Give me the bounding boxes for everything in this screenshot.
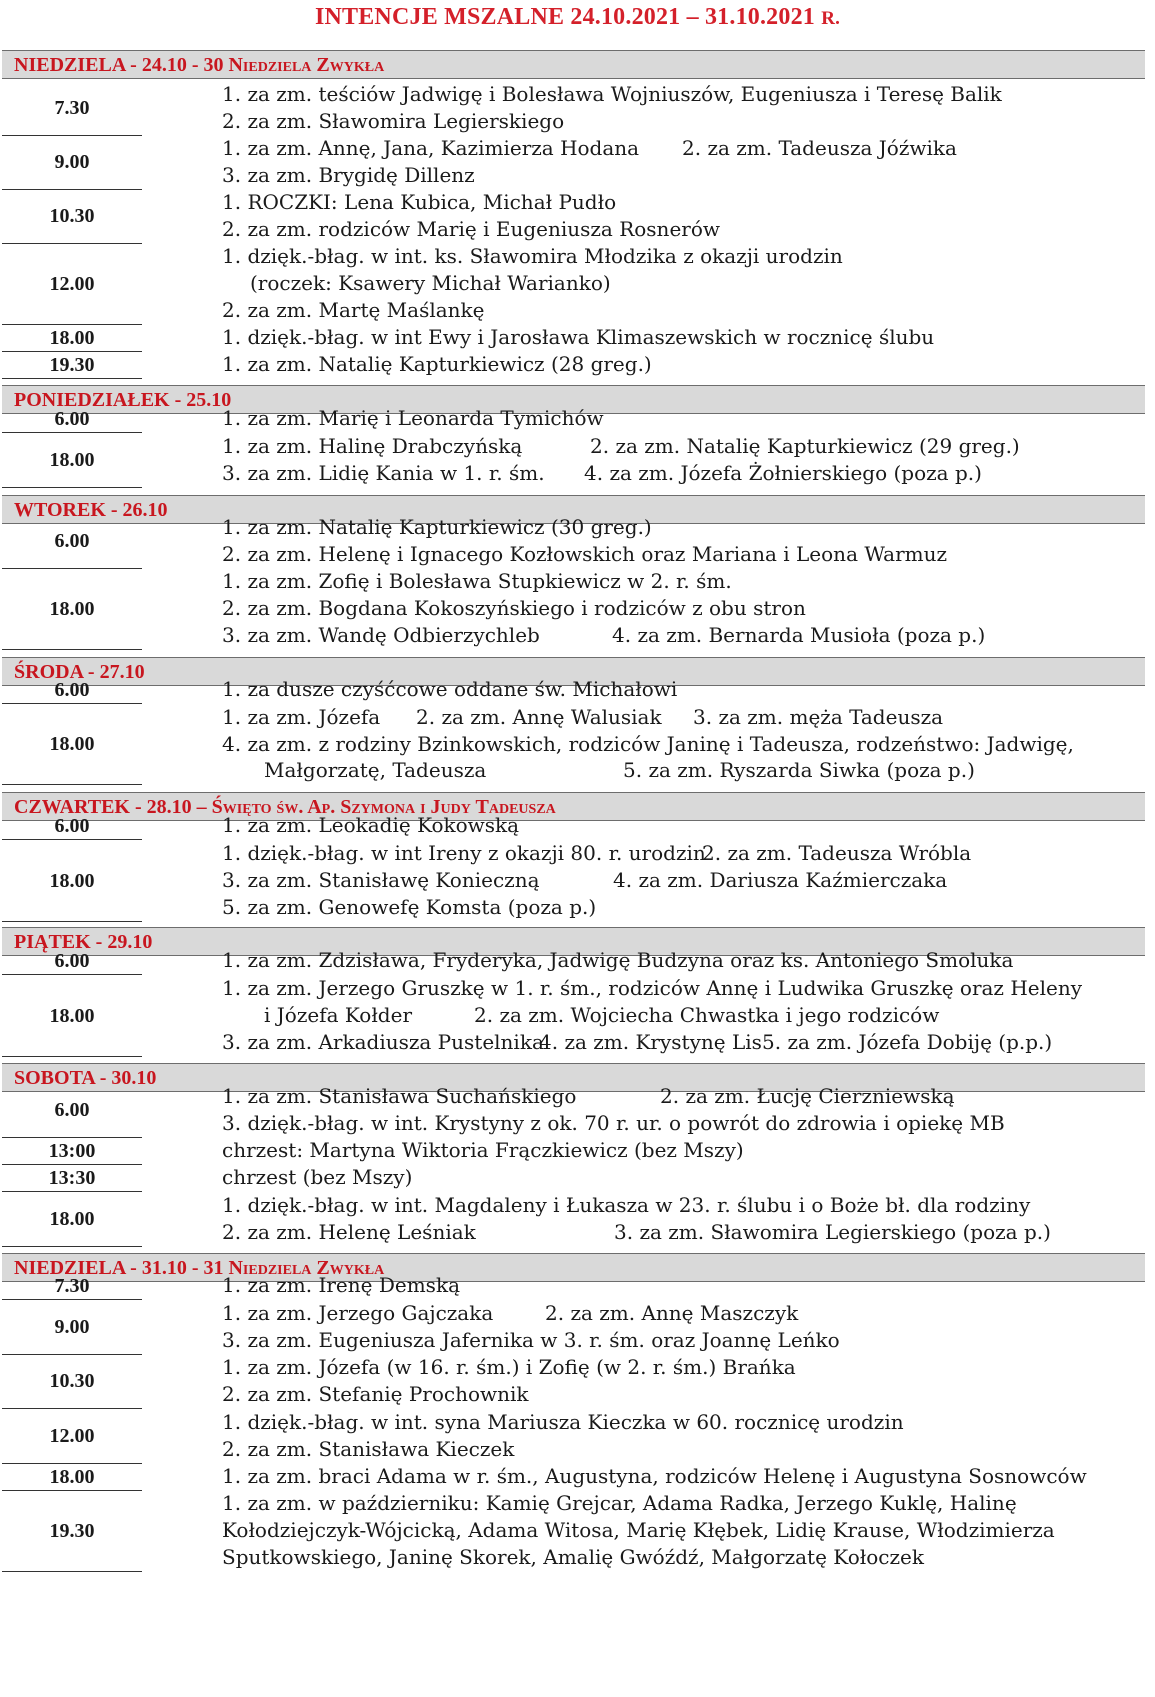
intention-text: 1. za zm. Natalię Kapturkiewicz (28 greg.): [222, 352, 652, 376]
mass-time: 6.00: [54, 814, 90, 837]
intention-text: 1. dzięk.-błag. w int Ireny z okazji 80. r. urodzin: [222, 841, 706, 865]
intention-text: 3. za zm. Wandę Odbierzychleb: [222, 623, 540, 647]
intention-text: 1. dzięk.-błag. w int. syna Mariusza Kieczka w 60. rocznicę urodzin: [222, 1410, 904, 1434]
mass-divider: [2, 135, 142, 136]
mass-time: 19.30: [49, 1519, 95, 1542]
day-title: [14, 499, 168, 522]
mass-time: 12.00: [49, 272, 95, 295]
mass-time: 18.00: [49, 733, 95, 755]
intention-text: 5. za zm. Ryszarda Siwka (poza p.): [623, 758, 975, 782]
mass-divider: [2, 1299, 142, 1300]
day-title-main: NIEDZIELA - 31.10 -: [14, 1257, 204, 1279]
intention-text: 1. za zm. Halinę Drabczyńską: [222, 434, 523, 458]
day-title: [14, 1067, 156, 1090]
title-suffix: R.: [821, 8, 841, 29]
day-title-feast: 31 Niedziela Zwykła: [203, 1257, 385, 1279]
mass-time: 12.00: [49, 1425, 95, 1447]
mass-divider: [2, 432, 142, 433]
intention-text: 2. za zm. Tadeusza Jóźwika: [682, 136, 957, 160]
intention-text: 2. za zm. Sławomira Legierskiego: [222, 109, 565, 133]
page-title: [0, 4, 1155, 31]
mass-time: 7.30: [54, 97, 90, 119]
intention-text: 2. za zm. Helenę i Ignacego Kozłowskich oraz Mariana i Leona Warmuz: [222, 542, 948, 566]
intention-text: 1. za zm. Józefa (w 16. r. śm.) i Zofię (w 2. r. śm.) Brańka: [222, 1355, 796, 1379]
mass-divider: [2, 1191, 142, 1192]
mass-time: 9.00: [54, 151, 90, 173]
day-title-main: SOBOTA - 30.10: [14, 1067, 157, 1089]
intention-text: 1. za zm. Leokadię Kokowską: [222, 813, 520, 837]
intention-text: 3. za zm. męża Tadeusza: [693, 705, 944, 729]
intention-text: 1. za zm. Annę, Jana, Kazimierza Hodana: [222, 136, 640, 160]
day-title-main: CZWARTEK - 28.10 –: [14, 796, 212, 818]
mass-time: 18.00: [49, 1208, 95, 1230]
mass-divider: [2, 1164, 142, 1165]
intention-text: Kołodziejczyk-Wójcicką, Adama Witosa, Marię Kłębek, Lidię Krause, Włodzimierza: [222, 1518, 1055, 1542]
intention-text: 1. za dusze czyśćcowe oddane św. Michałowi: [222, 677, 678, 701]
intention-text: 5. za zm. Józefa Dobiję (p.p.): [762, 1030, 1053, 1054]
intention-text: 1. za zm. Józefa: [222, 705, 381, 729]
mass-divider: [2, 974, 142, 975]
mass-time: 6.00: [54, 407, 90, 430]
mass-time: 10.30: [49, 1370, 95, 1392]
mass-time: 18.00: [49, 1465, 95, 1488]
intention-text: 2. za zm. Stanisława Kieczek: [222, 1437, 515, 1461]
day-header: [2, 792, 1145, 821]
mass-divider: [2, 1463, 142, 1464]
mass-divider: [2, 1571, 142, 1572]
mass-divider: [2, 1246, 142, 1247]
day-title-main: PIĄTEK - 29.10: [14, 931, 153, 953]
intention-text: 1. dzięk.-błag. w int Ewy i Jarosława Klimaszewskich w rocznicę ślubu: [222, 325, 935, 349]
intention-text: 1. za zm. Jerzego Gruszkę w 1. r. śm., rodziców Annę i Ludwika Gruszkę oraz Heleny: [222, 976, 1083, 1000]
mass-time: 19.30: [49, 353, 95, 376]
intention-text: 3. za zm. Eugeniusza Jafernika w 3. r. śm. oraz Joannę Leńko: [222, 1328, 840, 1352]
day-title-main: ŚRODA - 27.10: [14, 661, 145, 683]
mass-divider: [2, 1354, 142, 1355]
day-title-feast: 30 Niedziela Zwykła: [203, 54, 385, 76]
intention-text: 3. za zm. Arkadiusza Pustelnika: [222, 1030, 544, 1054]
mass-divider: [2, 921, 142, 922]
intention-text: 1. dzięk.-błag. w int. Magdaleny i Łukasza w 23. r. ślubu i o Boże bł. dla rodziny: [222, 1193, 1031, 1217]
intention-text: 4. za zm. Krystynę Lis: [539, 1030, 762, 1054]
mass-time: 10.30: [49, 205, 95, 227]
intention-text: 1. za zm. braci Adama w r. śm., Augustyna, rodziców Helenę i Augustyna Sosnowców: [222, 1464, 1087, 1488]
intention-text: 1. za zm. Zdzisława, Fryderyka, Jadwigę Budzyna oraz ks. Antoniego Smoluka: [222, 948, 1014, 972]
mass-divider: [2, 1137, 142, 1138]
day-header: [2, 50, 1145, 79]
mass-time: 13:00: [48, 1139, 96, 1162]
mass-divider: [2, 189, 142, 190]
intention-text: 4. za zm. Józefa Żołnierskiego (poza p.): [584, 461, 982, 485]
mass-divider: [2, 839, 142, 840]
intention-text: 1. za zm. Natalię Kapturkiewicz (30 greg.): [222, 515, 652, 539]
intention-text: i Józefa Kołder: [264, 1003, 412, 1027]
intention-text: 5. za zm. Genowefę Komsta (poza p.): [222, 895, 597, 919]
intention-text: chrzest (bez Mszy): [222, 1165, 413, 1189]
intention-text: Małgorzatę, Tadeusza: [264, 758, 487, 782]
mass-divider: [2, 784, 142, 785]
day-title: [14, 54, 384, 77]
intention-text: 3. za zm. Sławomira Legierskiego (poza p.): [614, 1220, 1051, 1244]
day-title-feast: Święto św. Ap. Szymona i Judy Tadeusza: [211, 796, 556, 818]
mass-divider: [2, 649, 142, 650]
mass-divider: [2, 378, 142, 379]
mass-divider: [2, 487, 142, 488]
intention-text: 1. za zm. Zofię i Bolesława Stupkiewicz w 2. r. śm.: [222, 569, 732, 593]
mass-time: 13:30: [48, 1166, 96, 1189]
day-title-main: PONIEDZIAŁEK - 25.10: [14, 389, 232, 411]
intention-text: 3. za zm. Stanisławę Konieczną: [222, 868, 540, 892]
intention-text: 2. za zm. Annę Maszczyk: [545, 1301, 799, 1325]
day-header: [2, 1253, 1145, 1282]
intention-text: 2. za zm. rodziców Marię i Eugeniusza Rosnerów: [222, 217, 720, 241]
intention-text: 1. za zm. Irenę Demską: [222, 1273, 460, 1297]
intention-text: 1. dzięk.-błag. w int. ks. Sławomira Młodzika z okazji urodzin: [222, 244, 843, 268]
intention-text: Sputkowskiego, Janinę Skorek, Amalię Gwóźdź, Małgorzatę Kołoczek: [222, 1545, 924, 1569]
mass-time: 18.00: [49, 449, 95, 471]
intention-text: 2. za zm. Łucję Cierzniewską: [660, 1084, 955, 1108]
intention-text: 4. za zm. Bernarda Musioła (poza p.): [612, 623, 986, 647]
mass-time: 18.00: [49, 869, 95, 892]
intention-text: 1. ROCZKI: Lena Kubica, Michał Pudło: [222, 190, 617, 214]
mass-divider: [2, 1490, 142, 1491]
intention-text: (roczek: Ksawery Michał Warianko): [250, 271, 611, 295]
title-text: INTENCJE MSZALNE 24.10.2021 – 31.10.2021: [314, 4, 815, 30]
mass-divider: [2, 243, 142, 244]
intention-text: 4. za zm. Dariusza Kaźmierczaka: [613, 868, 948, 892]
intention-text: 3. dzięk.-błag. w int. Krystyny z ok. 70 r. ur. o powrót do zdrowia i opiekę MB: [222, 1111, 1005, 1135]
mass-divider: [2, 324, 142, 325]
mass-divider: [2, 351, 142, 352]
mass-time: 6.00: [54, 678, 90, 701]
intention-text: 3. za zm. Brygidę Dillenz: [222, 163, 475, 187]
intention-text: 1. za zm. teściów Jadwigę i Bolesława Wojniuszów, Eugeniusza i Teresę Balik: [222, 82, 1002, 106]
mass-time: 18.00: [49, 326, 95, 349]
intention-text: chrzest: Martyna Wiktoria Frączkiewicz (bez Mszy): [222, 1138, 744, 1162]
day-title-main: NIEDZIELA - 24.10 -: [14, 54, 204, 76]
mass-time: 6.00: [54, 1099, 90, 1121]
mass-time: 6.00: [54, 949, 90, 972]
intention-text: 2. za zm. Stefanię Prochownik: [222, 1382, 529, 1406]
intention-text: 2. za zm. Natalię Kapturkiewicz (29 greg.): [590, 434, 1020, 458]
mass-time: 9.00: [54, 1316, 90, 1338]
intention-text: 2. za zm. Helenę Leśniak: [222, 1220, 476, 1244]
intention-text: 1. za zm. w październiku: Kamię Grejcar, Adama Radka, Jerzego Kuklę, Halinę: [222, 1491, 1017, 1515]
intention-text: 2. za zm. Martę Maślankę: [222, 298, 485, 322]
mass-time: 18.00: [49, 597, 95, 620]
mass-time: 6.00: [54, 530, 90, 552]
mass-time: 7.30: [54, 1274, 90, 1297]
intention-text: 1. za zm. Jerzego Gajczaka: [222, 1301, 494, 1325]
mass-divider: [2, 568, 142, 569]
day-title-main: WTOREK - 26.10: [14, 499, 168, 521]
mass-divider: [2, 703, 142, 704]
intention-text: 2. za zm. Wojciecha Chwastka i jego rodziców: [474, 1003, 940, 1027]
intention-text: 4. za zm. z rodziny Bzinkowskich, rodziców Janinę i Tadeusza, rodzeństwo: Jadwigę,: [222, 732, 1074, 756]
mass-divider: [2, 1408, 142, 1409]
intention-text: 1. za zm. Marię i Leonarda Tymichów: [222, 406, 604, 430]
mass-divider: [2, 1056, 142, 1057]
mass-time: 18.00: [49, 1004, 95, 1027]
intention-text: 2. za zm. Tadeusza Wróbla: [702, 841, 972, 865]
intention-text: 1. za zm. Stanisława Suchańskiego: [222, 1084, 577, 1108]
intention-text: 2. za zm. Annę Walusiak: [416, 705, 662, 729]
intention-text: 2. za zm. Bogdana Kokoszyńskiego i rodziców z obu stron: [222, 596, 806, 620]
intention-text: 3. za zm. Lidię Kania w 1. r. śm.: [222, 461, 545, 485]
